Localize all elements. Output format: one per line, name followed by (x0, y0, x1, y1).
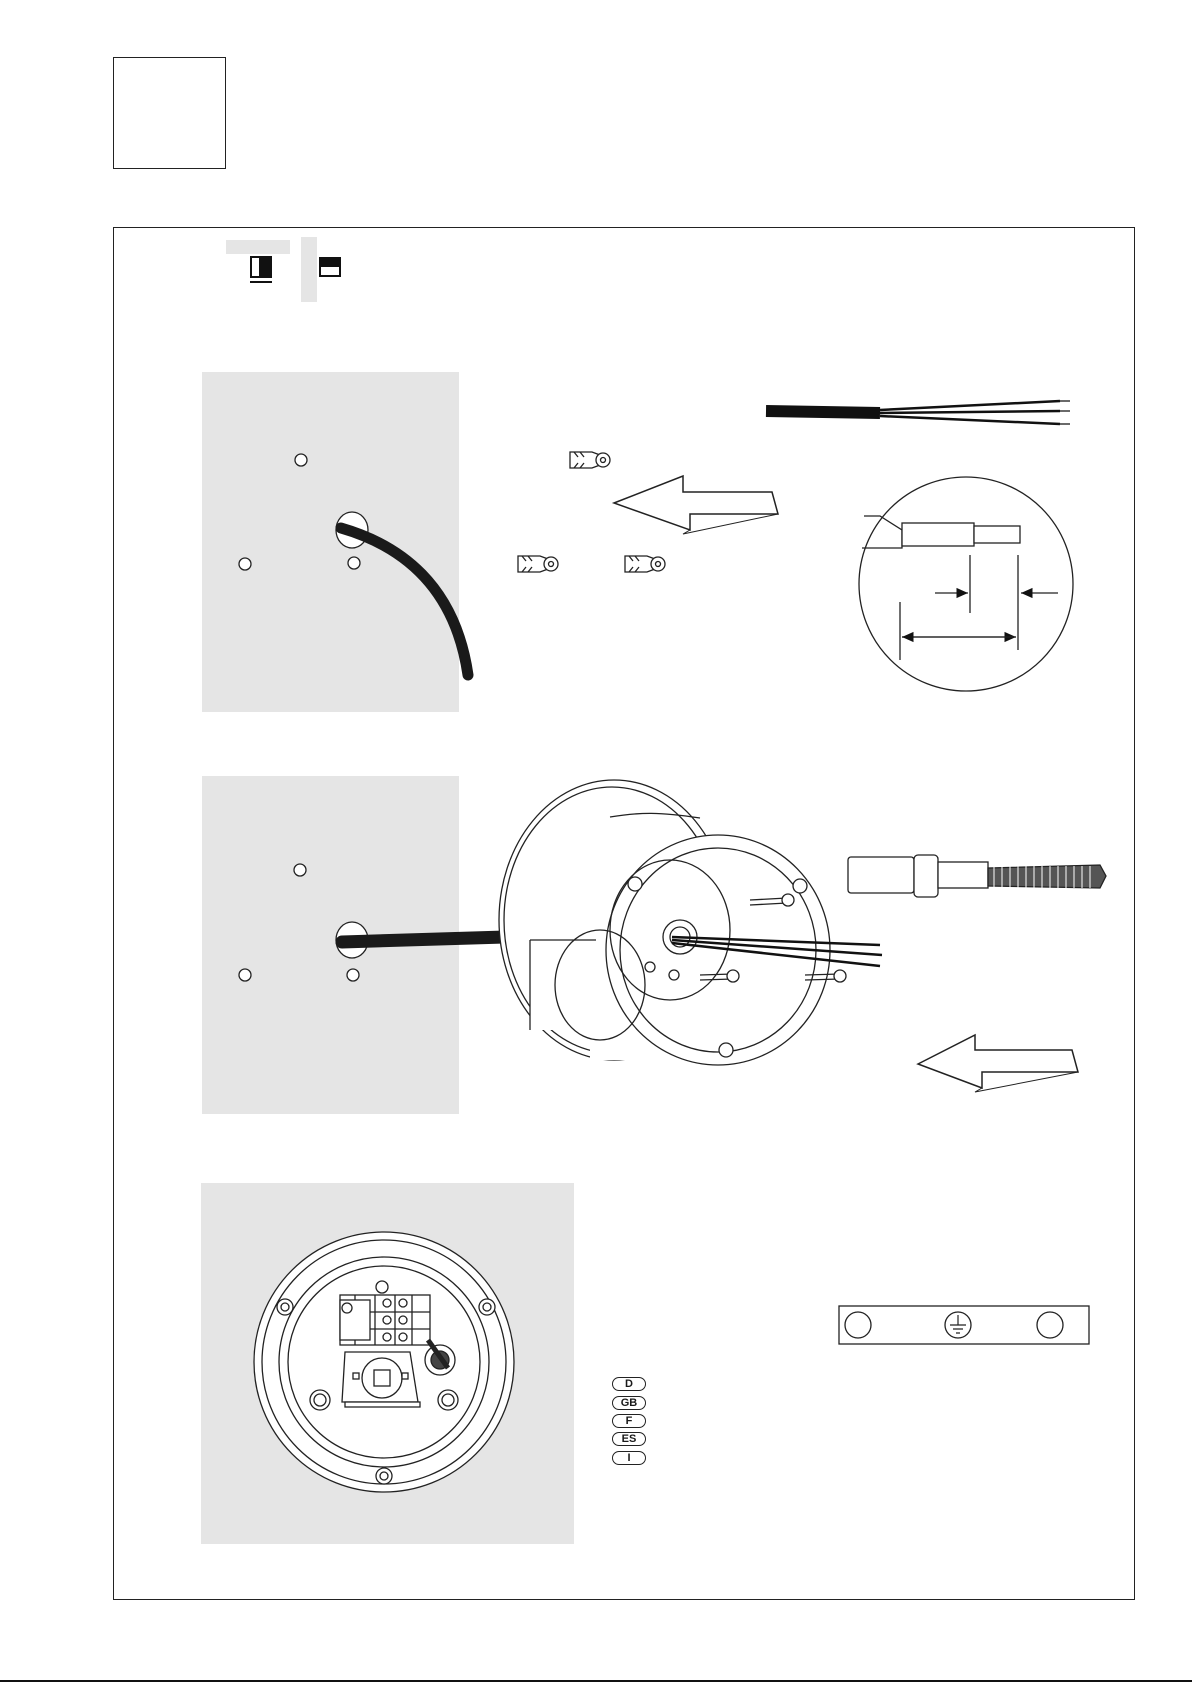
language-badge-es: ES (612, 1432, 646, 1446)
step1-wall-holes (239, 454, 368, 570)
supply-cable-curved (341, 528, 468, 675)
cable-gland (848, 855, 1106, 897)
terminal-n-circle (1037, 1312, 1063, 1338)
language-badge-i: I (612, 1451, 646, 1465)
luminaire-housing (499, 780, 846, 1065)
stripped-cable (766, 401, 1070, 424)
drill-hole-right (348, 557, 360, 569)
drill-hole-top (295, 454, 307, 466)
terminal-label (839, 1306, 1089, 1344)
step2-wall-holes (239, 864, 368, 981)
terminal-l-circle (845, 1312, 871, 1338)
base-plate-top-view (254, 1232, 514, 1492)
language-badge-d: D (612, 1377, 646, 1391)
language-badge-gb: GB (612, 1396, 646, 1410)
drill-hole-left (239, 558, 251, 570)
language-badge-f: F (612, 1414, 646, 1428)
wire-strip-detail (859, 477, 1073, 691)
direction-arrow-icon (614, 476, 778, 534)
supply-cable-straight (342, 937, 505, 942)
direction-arrow-icon (918, 1035, 1078, 1092)
